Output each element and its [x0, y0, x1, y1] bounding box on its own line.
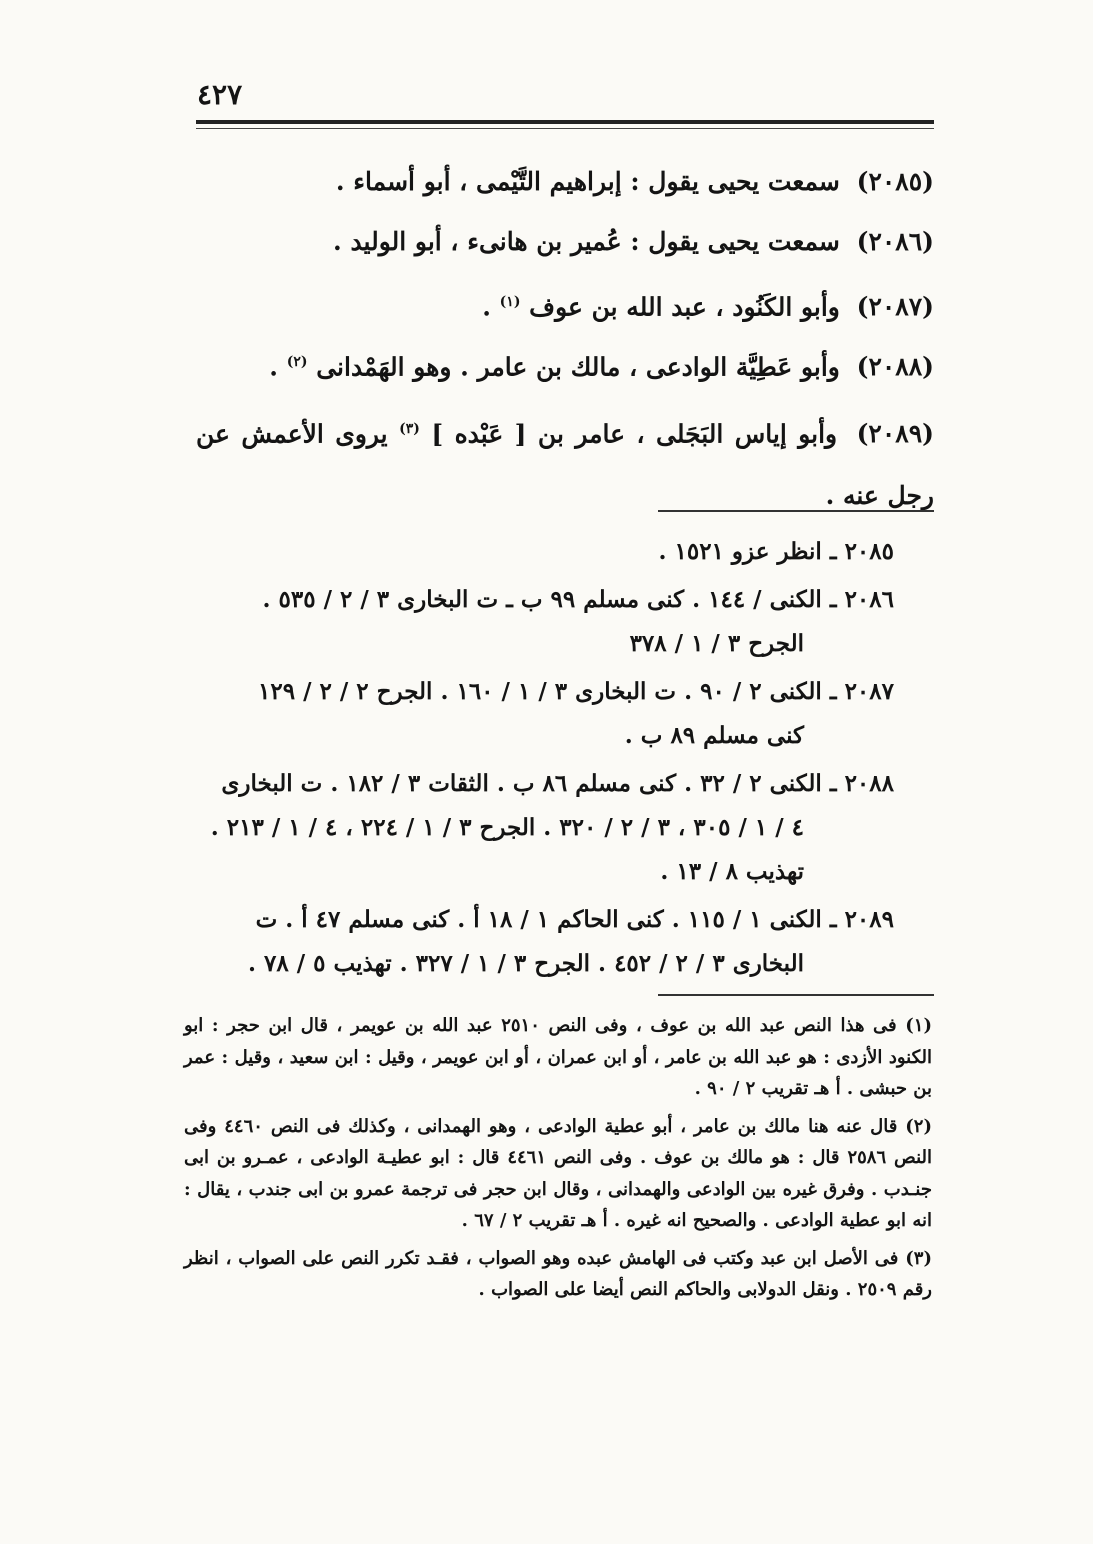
- entry-end: يروى الأعمش عن رجل عنه .: [196, 419, 934, 511]
- source-line: الكنى ١ / ١١٥ . كنى الحاكم ١ / ١٨ أ . كنى مسلم ٤٧ أ . ت: [255, 906, 822, 933]
- footnote-divider: [658, 994, 934, 996]
- source-line: الكنى ٢ / ٣٢ . كنى مسلم ٨٦ ب . الثقات ٣ / ١٨٢ . ت البخارى: [221, 770, 822, 797]
- entry-2087: [196, 278, 934, 338]
- source-line: كنى مسلم ٨٩ ب .: [624, 722, 804, 749]
- page-number: ٤٢٧: [197, 78, 243, 111]
- footnote-marker: (١): [499, 294, 521, 310]
- source-line: الجرح ٣ / ١ / ٣٧٨: [629, 630, 804, 657]
- main-text: [196, 158, 934, 511]
- entry-text: وأبو الكَنُود ، عبد الله بن عوف: [529, 292, 840, 322]
- source-line: انظر عزو ١٥٢١ .: [658, 538, 822, 565]
- sources-divider: [658, 510, 934, 512]
- entry-text: وأبو عَطِيَّة الوادعى ، مالك بن عامر . وهو الهَمْدانى: [316, 352, 840, 382]
- source-2085: ٢٠٨٥ ـ انظر عزو ١٥٢١ .: [658, 538, 894, 565]
- source-number: ٢٠٨٦: [844, 586, 894, 613]
- footnotes: [184, 1010, 932, 1312]
- entry-number: (٢٠٨٧): [856, 292, 934, 322]
- source-number: ٢٠٨٨: [844, 770, 894, 797]
- source-line: الكنى / ١٤٤ . كنى مسلم ٩٩ ب ـ ت البخارى ٣ / ٢ / ٥٣٥ .: [262, 586, 822, 613]
- footnote-1: (١) فى هذا النص عبد الله بن عوف ، وفى النص ٢٥١٠ عبد الله بن عويمر ، قال ابن حجر : ابو الكنود الأزدى : هو عبد الله بن عامر ، أو ابن عمران ، أو ابن عويمر ، وقيل : ابن سعيد ، وقيل : عمر بن حبشى . أ هـ تقريب ٢ / ٩٠ .: [184, 1015, 932, 1099]
- source-line: البخارى ٣ / ٢ / ٤٥٢ . الجرح ٣ / ١ / ٣٢٧ . تهذيب ٥ / ٧٨ .: [248, 950, 804, 977]
- entry-end: .: [482, 292, 491, 322]
- entry-number: (٢٠٨٨): [856, 352, 934, 382]
- entry-2086: [196, 218, 934, 278]
- footnote-marker: (٣): [399, 421, 420, 437]
- entry-text: سمعت يحيى يقول : عُمير بن هانىء ، أبو الوليد .: [333, 227, 840, 256]
- entry-text: سمعت يحيى يقول : إبراهيم التَّيْمى ، أبو أسماء .: [335, 167, 840, 196]
- source-line: الكنى ٢ / ٩٠ . ت البخارى ٣ / ١ / ١٦٠ . الجرح ٢ / ٢ / ١٢٩: [258, 678, 822, 705]
- entry-number: (٢٠٨٩): [856, 419, 934, 449]
- entry-number: (٢٠٨٥): [856, 167, 934, 196]
- source-line: ٤ / ١ / ٣٠٥ ، ٣ / ٢ / ٣٢٠ . الجرح ٣ / ١ / ٢٢٤ ، ٤ / ١ / ٢١٣ .: [210, 814, 804, 841]
- source-2086: ٢٠٨٦ ـ الكنى / ١٤٤ . كنى مسلم ٩٩ ب ـ ت البخارى ٣ / ٢ / ٥٣٥ . الجرح ٣ / ١ / ٣٧٨: [196, 578, 894, 666]
- entry-text: وأبو إياس البَجَلى ، عامر بن [ عَبْده ]: [431, 419, 838, 449]
- source-2088: ٢٠٨٨ ـ الكنى ٢ / ٣٢ . كنى مسلم ٨٦ ب . الثقات ٣ / ١٨٢ . ت البخارى ٤ / ١ / ٣٠٥ ، ٣ / ٢ / ٣٢٠ . الجرح ٣ / ١ / ٢٢٤ ، ٤ / ١ / ٢١٣ . تهذيب ٨ / ١٣ .: [196, 762, 894, 894]
- entry-end: .: [269, 352, 278, 382]
- entry-2089: [196, 398, 934, 511]
- source-2087: ٢٠٨٧ ـ الكنى ٢ / ٩٠ . ت البخارى ٣ / ١ / ١٦٠ . الجرح ٢ / ٢ / ١٢٩ كنى مسلم ٨٩ ب .: [196, 670, 894, 758]
- footnote-marker: (٢): [286, 354, 308, 370]
- footnote-2: (٢) قال عنه هنا مالك بن عامر ، أبو عطية الوادعى ، وهو الهمدانى ، وكذلك فى النص ٤٤٦٠ وفى النص ٢٥٨٦ قال : هو مالك بن عوف . وفى النص ٤٤٦١ قال : ابو عطيـة الوادعى ، عمـرو بن ابى جنـدب . وفرق غيره بين الوادعى والهمدانى ، وقال ابن حجر فى ترجمة عمرو بن ابى جندب ، يقال : انه ابو عطية الوادعى . والصحيح انه غيره . أ هـ تقريب ٢ / ٦٧ .: [184, 1115, 932, 1231]
- entry-2085: [196, 158, 934, 218]
- source-number: ٢٠٨٧: [844, 678, 894, 705]
- header-rule: [196, 120, 934, 124]
- source-line: تهذيب ٨ / ١٣ .: [660, 858, 804, 885]
- source-2089: ٢٠٨٩ ـ الكنى ١ / ١١٥ . كنى الحاكم ١ / ١٨ أ . كنى مسلم ٤٧ أ . ت البخارى ٣ / ٢ / ٤٥٢ . الجرح ٣ / ١ / ٣٢٧ . تهذيب ٥ / ٧٨ .: [196, 898, 894, 986]
- source-number: ٢٠٨٥: [844, 538, 894, 565]
- sources-list: [196, 530, 894, 990]
- source-number: ٢٠٨٩: [844, 906, 894, 933]
- entry-2088: [196, 338, 934, 398]
- footnote-3: (٣) فى الأصل ابن عبد وكتب فى الهامش عبده وهو الصواب ، فقـد تكرر النص على الصواب ، انظر رقم ٢٥٠٩ . ونقل الدولابى والحاكم النص أيضا على الصواب .: [184, 1247, 932, 1300]
- entry-number: (٢٠٨٦): [856, 227, 934, 256]
